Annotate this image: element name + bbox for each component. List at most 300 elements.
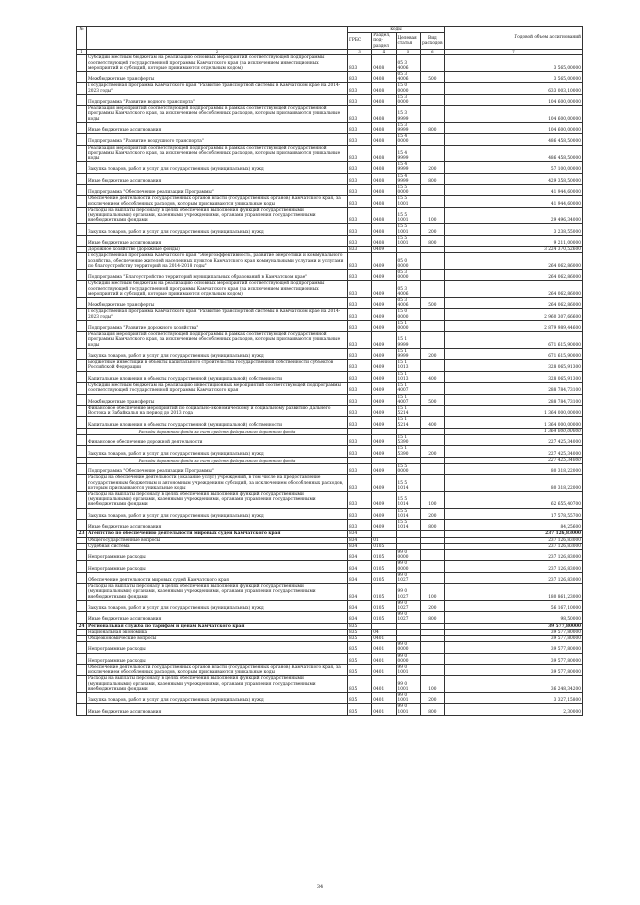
table-row [77,612,583,623]
row-sum-cell: 3 327,15800 [445,693,583,704]
row-name-cell: Межбюджетные трансферты [87,394,348,405]
table-row [77,320,583,331]
row-cs-cell: 99 0 0000 [396,549,420,560]
row-razdel-cell: 0105 [372,543,396,549]
row-grbs-cell: 833 [348,281,372,298]
row-sum-cell: 39 577,80000 [445,642,583,653]
row-name-cell: Субсидии местным бюджетам на реализацию инвестиционных мероприятий соответствующей подпрограммы соответствующей государственной программы Камчатского края [87,383,348,394]
row-grbs-cell: 835 [348,636,372,642]
row-razdel-cell: 0408 [372,224,396,235]
row-number-cell [77,173,87,184]
row-number-cell [77,270,87,281]
row-number-cell [77,653,87,664]
table-row [77,106,583,123]
row-cs-cell: 15 5 1014 [396,508,420,519]
row-sum-cell: 104 600,00000 [445,122,583,133]
row-grbs-cell: 833 [348,371,372,382]
row-name-cell: Обеспечение деятельности государственных органов власти (государственных органов) Камчатского края, за исключением обособленных расходов, которым присваиваются уникальные коды [87,196,348,207]
row-name-cell: Иные бюджетные ассигнования [87,173,348,184]
row-razdel-cell: 0409 [372,270,396,281]
row-razdel-cell: 0409 [372,281,396,298]
table-row [77,332,583,349]
row-grbs-cell: 833 [348,122,372,133]
header-cs: Целевая статья [396,33,420,50]
row-name-cell: Национальная экономика [87,629,348,635]
index-cell: 3 [348,49,372,55]
row-razdel-cell: 0408 [372,235,396,246]
row-cs-cell: 05 3 4006 [396,55,420,72]
row-number-cell [77,704,87,715]
row-sum-cell: 80 318,22000 [445,475,583,492]
row-number-cell [77,184,87,195]
row-number-cell [77,106,87,123]
row-grbs-cell: 834 [348,600,372,611]
row-vr-cell [420,83,444,94]
row-cs-cell: 15 3 9999 [396,122,420,133]
row-cs-cell: 15 5 0000 [396,463,420,474]
row-number-cell [77,348,87,359]
row-grbs-cell: 834 [348,572,372,583]
row-vr-cell: 100 [420,676,444,693]
row-razdel-cell: 0105 [372,584,396,601]
row-cs-cell: 15 1 9999 [396,348,420,359]
table-row [77,281,583,298]
row-name-cell: Непрограммные расходы [87,642,348,653]
row-number-cell [77,71,87,82]
row-cs-cell: 05 3 4006 [396,281,420,298]
row-sum-cell: 39 577,80000 [445,636,583,642]
row-sum-cell: 104 600,00000 [445,94,583,105]
index-cell: 6 [420,49,444,55]
budget-table [76,26,583,716]
row-number-cell [77,196,87,207]
row-name-cell: Судебная система [87,543,348,549]
row-name-cell: Реализация мероприятий соответствующей подпрограммы в рамках соответствующей государственной программы Камчатского края, за исключением обособленных расходов, которым присваиваются уникальные коды [87,106,348,123]
row-sum-cell: 2 879 989,44600 [445,320,583,331]
row-number-cell: 23 [77,531,87,537]
row-number-cell [77,224,87,235]
row-razdel-cell: 0408 [372,207,396,224]
row-vr-cell: 500 [420,394,444,405]
row-vr-cell: 200 [420,508,444,519]
row-grbs-cell: 833 [348,320,372,331]
row-grbs-cell: 835 [348,704,372,715]
row-grbs-cell: 833 [348,270,372,281]
row-razdel-cell: 0408 [372,134,396,145]
row-razdel-cell: 0408 [372,122,396,133]
row-razdel-cell: 0408 [372,94,396,105]
row-razdel-cell: 0401 [372,642,396,653]
row-grbs-cell: 833 [348,55,372,72]
row-grbs-cell: 833 [348,235,372,246]
row-vr-cell [420,572,444,583]
row-grbs-cell: 833 [348,508,372,519]
header-razdel: Раздел, под-раздел [372,33,396,50]
row-razdel-cell: 04 [372,629,396,635]
row-sum-cell: 84,25600 [445,519,583,530]
row-number-cell [77,446,87,457]
budget-table-sheet [76,26,583,716]
row-razdel-cell: 0409 [372,463,396,474]
row-number-cell [77,549,87,560]
table-row [77,561,583,572]
row-name-cell: Подпрограмма "Развитие дорожного хозяйства" [87,320,348,331]
row-number-cell [77,320,87,331]
row-name-cell: Иные бюджетные ассигнования [87,519,348,530]
row-razdel-cell: 0409 [372,332,396,349]
row-razdel-cell: 0408 [372,162,396,173]
row-name-cell: Субсидии местным бюджетам на реализацию основных мероприятий соответствующей подпрограммы соответствующей государственной программы Камчатского края (за исключением инвестиционных мероприятий и субсидий, которые принимаются отдельным кодом) [87,281,348,298]
row-sum-cell: 633 003,10000 [445,83,583,94]
row-razdel-cell: 0408 [372,184,396,195]
table-row [77,383,583,394]
row-vr-cell: 800 [420,704,444,715]
row-razdel-cell: 0409 [372,405,396,416]
table-row [77,446,583,457]
row-vr-cell [420,281,444,298]
row-razdel-cell: 0409 [372,383,396,394]
row-sum-cell: 39 577,80000 [445,623,583,629]
table-body [77,55,583,716]
row-name-cell: Расходы на выплаты персоналу в целях обеспечения выполнения функций государственными (муниципальными) органами, казенными учреждениями, органами управления государственными внебюджетными фондами [87,584,348,601]
row-name-cell: Иные бюджетные ассигнования [87,704,348,715]
row-number-cell [77,235,87,246]
row-number-cell [77,612,87,623]
row-sum-cell: 429 358,50000 [445,173,583,184]
row-name-cell: Подпрограмма "Обеспечение реализации Программы" [87,463,348,474]
row-grbs-cell: 833 [348,475,372,492]
row-sum-cell: 39 577,80000 [445,653,583,664]
table-row [77,600,583,611]
row-cs-cell: 15 1 9999 [396,332,420,349]
row-name-cell: Закупка товаров, работ и услуг для государственных (муниципальных) нужд [87,508,348,519]
row-name-cell: Обеспечение деятельности мировых судей Камчатского края [87,572,348,583]
row-cs-cell: 15 0 0000 [396,309,420,320]
row-cs-cell: 15 1 5214 [396,417,420,428]
row-vr-cell [420,463,444,474]
row-sum-cell: 57 100,00000 [445,162,583,173]
row-grbs-cell: 835 [348,629,372,635]
row-cs-cell: 99 0 1001 [396,665,420,676]
row-grbs-cell: 833 [348,134,372,145]
row-number-cell [77,360,87,371]
row-grbs-cell: 833 [348,162,372,173]
table-row [77,173,583,184]
row-vr-cell [420,665,444,676]
row-vr-cell: 100 [420,207,444,224]
table-row [77,475,583,492]
row-sum-cell: 36 248,34200 [445,676,583,693]
row-cs-cell: 15 5 1014 [396,519,420,530]
row-cs-cell: 99 0 1001 [396,676,420,693]
row-cs-cell: 15 1 4007 [396,383,420,394]
row-name-cell: Закупка товаров, работ и услуг для государственных (муниципальных) нужд [87,446,348,457]
row-razdel-cell: 0409 [372,309,396,320]
row-name-cell: Закупка товаров, работ и услуг для государственных (муниципальных) нужд [87,162,348,173]
header-grbs: ГРБС [348,33,372,50]
row-vr-cell [420,184,444,195]
header-sum: Годовой объем ассигнований [445,27,583,50]
row-number-cell [77,519,87,530]
row-razdel-cell: 0409 [372,475,396,492]
row-grbs-cell: 833 [348,247,372,253]
row-vr-cell [420,434,444,445]
row-vr-cell: 800 [420,519,444,530]
row-name-cell: Общеэкономические вопросы [87,636,348,642]
row-number-cell [77,309,87,320]
row-grbs-cell: 833 [348,446,372,457]
table-row [77,207,583,224]
row-cs-cell: 05 3 4006 [396,71,420,82]
table-row [77,549,583,560]
row-grbs-cell: 833 [348,145,372,162]
row-cs-cell: 99 0 1027 [396,600,420,611]
row-number-cell [77,122,87,133]
row-sum-cell: 29 496,34000 [445,207,583,224]
table-row [77,463,583,474]
row-number-cell: 24 [77,623,87,629]
row-grbs-cell: 833 [348,309,372,320]
row-name-cell: Субсидии местным бюджетам на реализацию основных мероприятий соответствующей подпрограммы соответствующей государственной программы Камчатского края (за исключением инвестиционных мероприятий и субсидий, которые принимаются отдельным кодом) [87,55,348,72]
row-cs-cell: 15 3 0000 [396,94,420,105]
row-number-cell [77,55,87,72]
row-grbs-cell: 833 [348,173,372,184]
row-vr-cell: 500 [420,71,444,82]
row-number-cell [77,434,87,445]
row-vr-cell: 100 [420,584,444,601]
row-cs-cell: 05 3 4006 [396,298,420,309]
row-sum-cell: 17 578,55700 [445,508,583,519]
row-sum-cell: 41 944,60000 [445,184,583,195]
table-row [77,704,583,715]
row-vr-cell [420,549,444,560]
row-cs-cell: 15 1 0000 [396,320,420,331]
row-number-cell [77,83,87,94]
row-name-cell: Обеспечение деятельности государственных органов власти (государственных органов) Камчатского края, за исключением обособленных расходов, которым присваиваются уникальные коды [87,665,348,676]
row-vr-cell: 400 [420,417,444,428]
row-name-cell: Расходы на обеспечение деятельности (оказание услуг) учреждений, в том числе на предоставление государственным бюджетным и автономным учреждениям субсидий, за исключением обособленных расходов, которым присваиваются уникальные коды [87,475,348,492]
row-name-cell: Государственная программа Камчатского края "Развитие транспортной системы в Камчатском крае на 2014-2023 годы" [87,309,348,320]
row-sum-cell: 237 126,83000 [445,572,583,583]
row-vr-cell: 200 [420,224,444,235]
row-grbs-cell: 835 [348,676,372,693]
row-grbs-cell: 833 [348,224,372,235]
row-grbs-cell: 835 [348,693,372,704]
row-grbs-cell: 833 [348,491,372,508]
row-name-cell: Подпрограмма "Развитие водного транспорта" [87,94,348,105]
row-cs-cell: 15 5 1001 [396,196,420,207]
row-razdel-cell: 0409 [372,491,396,508]
row-vr-cell [420,332,444,349]
row-sum-cell: 328 065,91300 [445,371,583,382]
row-cs-cell: 99 0 1027 [396,584,420,601]
row-cs-cell: 99 0 1027 [396,572,420,583]
row-grbs-cell: 833 [348,83,372,94]
table-row [77,235,583,246]
row-number-cell [77,253,87,270]
row-grbs-cell: 833 [348,298,372,309]
row-name-cell: Подпрограмма "Благоустройство территорий муниципальных образований в Камчатском крае" [87,270,348,281]
table-row [77,491,583,508]
row-razdel-cell: 0105 [372,600,396,611]
row-name-cell: Расходы на выплаты персоналу в целях обеспечения выполнения функций государственными (муниципальными) органами, казенными учреждениями, органами управления государственными внебюджетными фондами [87,676,348,693]
row-vr-cell: 200 [420,348,444,359]
row-cs-cell: 99 0 1001 [396,693,420,704]
row-razdel-cell: 0401 [372,653,396,664]
row-cs-cell: 15 5 1014 [396,491,420,508]
row-cs-cell: 15 4 9999 [396,145,420,162]
table-row [77,434,583,445]
row-cs-cell: 05 0 0000 [396,253,420,270]
table-row [77,298,583,309]
row-razdel-cell: 0408 [372,55,396,72]
row-vr-cell [420,253,444,270]
row-grbs-cell: 834 [348,584,372,601]
row-name-cell: Расходы дорожного фонда за счет средств федерального дорожного фонда [87,457,348,463]
row-razdel-cell: 0409 [372,446,396,457]
table-row [77,417,583,428]
row-razdel-cell: 0408 [372,173,396,184]
row-sum-cell: 80 318,22000 [445,463,583,474]
row-sum-cell: 288 784,73100 [445,394,583,405]
table-row [77,572,583,583]
row-number-cell [77,693,87,704]
row-razdel-cell: 0409 [372,247,396,253]
row-number-cell [77,584,87,601]
row-sum-cell: 3 565,00000 [445,71,583,82]
header-vr: Вид расходов [420,33,444,50]
row-cs-cell: 15 5 0000 [396,184,420,195]
row-name-cell: Государственная программа Камчатского края "Развитие транспортной системы в Камчатском крае на 2014-2023 годы" [87,83,348,94]
row-cs-cell: 15 4 0000 [396,134,420,145]
row-number-cell [77,600,87,611]
row-razdel-cell: 0401 [372,676,396,693]
row-sum-cell: 288 784,73100 [445,383,583,394]
row-cs-cell: 99 0 0000 [396,653,420,664]
row-cs-cell: 99 0 1027 [396,612,420,623]
row-vr-cell [420,642,444,653]
row-vr-cell: 200 [420,693,444,704]
row-sum-cell: 227 425,34000 [445,457,583,463]
row-name-cell: Иные бюджетные ассигнования [87,235,348,246]
row-vr-cell [420,134,444,145]
row-number-cell [77,417,87,428]
row-cs-cell: 15 1 1013 [396,360,420,371]
row-sum-cell: 39 577,80000 [445,665,583,676]
row-name-cell: Реализация мероприятий соответствующей подпрограммы в рамках соответствующей государственной программы Камчатского края, за исключением обособленных расходов, которым присваиваются уникальные коды [87,145,348,162]
row-number-cell [77,642,87,653]
row-sum-cell: 9 211,00000 [445,235,583,246]
row-number-cell [77,162,87,173]
table-row [77,653,583,664]
row-name-cell: Закупка товаров, работ и услуг для государственных (муниципальных) нужд [87,224,348,235]
table-row [77,519,583,530]
row-razdel-cell: 0408 [372,83,396,94]
row-sum-cell: 56 167,10000 [445,600,583,611]
row-name-cell: Расходы на выплаты персоналу в целях обеспечения выполнения функций государственными (муниципальными) органами, казенными учреждениями, органами управления государственными внебюджетными фондами [87,207,348,224]
row-grbs-cell: 833 [348,360,372,371]
row-grbs-cell: 834 [348,561,372,572]
row-razdel-cell: 01 [372,537,396,543]
table-row [77,55,583,72]
row-razdel-cell: 0409 [372,434,396,445]
row-number-cell [77,676,87,693]
row-razdel-cell: 0409 [372,298,396,309]
row-name-cell: Дорожное хозяйство (дорожные фонды) [87,247,348,253]
row-grbs-cell: 833 [348,196,372,207]
row-vr-cell [420,55,444,72]
row-vr-cell [420,383,444,394]
row-razdel-cell: 0401 [372,665,396,676]
row-sum-cell: 227 425,34000 [445,446,583,457]
row-sum-cell: 671 615,90000 [445,332,583,349]
row-name-cell: Финансовое обеспечение дорожной деятельности [87,434,348,445]
row-name-cell: Закупка товаров, работ и услуг для государственных (муниципальных) нужд [87,693,348,704]
row-cs-cell: 15 5 1001 [396,235,420,246]
header-name [87,27,348,50]
row-sum-cell: 3 224 370,52600 [445,247,583,253]
row-cs-cell: 15 5 1001 [396,224,420,235]
row-grbs-cell: 833 [348,434,372,445]
row-cs-cell: 15 1 5214 [396,405,420,416]
row-sum-cell: 237 126,83000 [445,561,583,572]
table-row [77,642,583,653]
row-razdel-cell: 0409 [372,417,396,428]
row-razdel-cell: 0401 [372,704,396,715]
row-vr-cell [420,360,444,371]
row-vr-cell: 100 [420,491,444,508]
row-vr-cell [420,475,444,492]
row-grbs-cell: 833 [348,71,372,82]
row-number-cell [77,405,87,416]
row-name-cell: Закупка товаров, работ и услуг для государственных (муниципальных) нужд [87,600,348,611]
row-sum-cell: 227 425,34000 [445,434,583,445]
table-row [77,196,583,207]
row-razdel-cell: 0105 [372,549,396,560]
row-cs-cell: 15 1 5390 [396,434,420,445]
row-razdel-cell: 0408 [372,145,396,162]
row-number-cell [77,491,87,508]
row-name-cell: Государственная программа Камчатского края "Энергоэффективность, развитие энергетики и коммунального хозяйства, обеспечение жителей населенных пунктов Камчатского края коммунальными услугами и услугами по благоустройству территорий на 2014-2018 годы" [87,253,348,270]
row-name-cell: Финансовое обеспечение мероприятий по социально-экономическому и социальному развитию Дальнего Востока и Забайкалья на период до 2013 года [87,405,348,416]
row-number-cell [77,281,87,298]
table-row [77,184,583,195]
row-name-cell: Непрограммные расходы [87,549,348,560]
row-sum-cell: 2,30000 [445,704,583,715]
row-razdel-cell: 0105 [372,561,396,572]
row-razdel-cell: 0409 [372,348,396,359]
row-vr-cell [420,405,444,416]
row-name-cell: Агентство по обеспечению деятельности мировых судей Камчатского края [87,531,348,537]
row-number-cell [77,207,87,224]
row-name-cell: Межбюджетные трансферты [87,71,348,82]
row-vr-cell [420,106,444,123]
row-name-cell: Подпрограмма "Обеспечение реализации Программы" [87,184,348,195]
row-sum-cell: 62 655,40700 [445,491,583,508]
row-vr-cell [420,320,444,331]
row-sum-cell: 180 861,23000 [445,584,583,601]
row-name-cell: Капитальные вложения в объекты государственной (муниципальной) собственности [87,417,348,428]
table-row [77,665,583,676]
row-cs-cell: 05 3 0000 [396,270,420,281]
row-razdel-cell: 0409 [372,508,396,519]
table-row [77,508,583,519]
table-row [77,360,583,371]
row-razdel-cell: 0409 [372,360,396,371]
row-vr-cell: 800 [420,122,444,133]
row-number-cell [77,394,87,405]
row-vr-cell: 800 [420,235,444,246]
